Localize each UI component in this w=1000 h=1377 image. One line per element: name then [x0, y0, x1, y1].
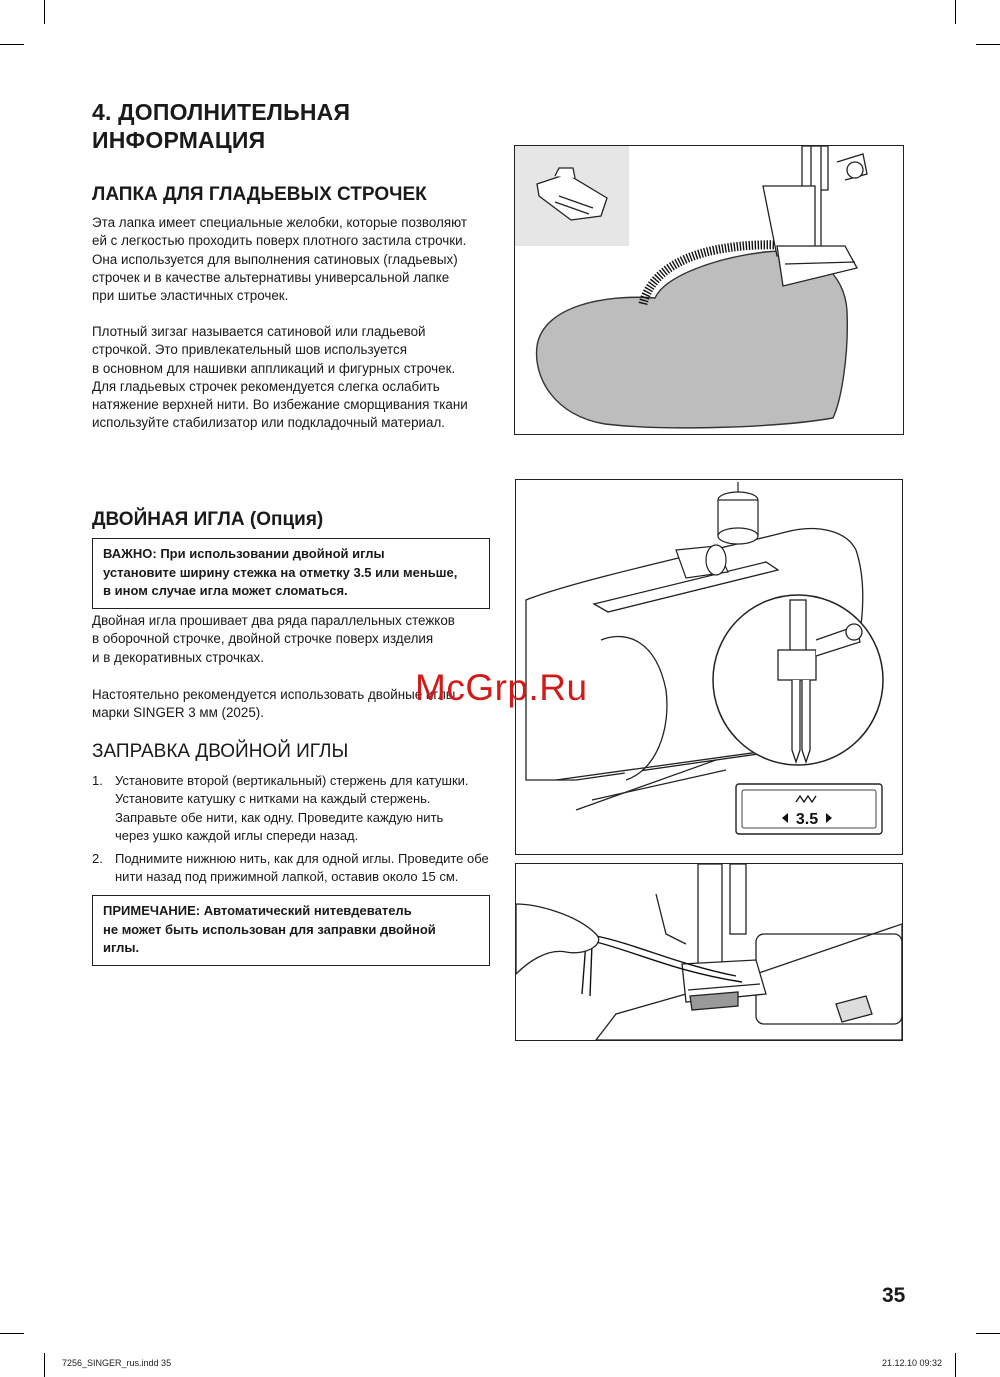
crop-mark: [976, 1333, 1000, 1334]
text-line: ПРИМЕЧАНИЕ: Автоматический нитевдеватель: [103, 903, 412, 918]
list-item: [92, 772, 492, 845]
text-line: натяжение верхней нити. Во избежание сморщивания ткани: [92, 397, 468, 413]
text-line: марки SINGER 3 мм (2025).: [92, 705, 264, 721]
text-line: Для гладьевых строчек рекомендуется слегка ослабить: [92, 378, 440, 394]
satin-foot-heading: ЛАПКА ДЛЯ ГЛАДЬЕВЫХ СТРОЧЕК: [92, 184, 427, 205]
threading-heading: ЗАПРАВКА ДВОЙНОЙ ИГЛЫ: [92, 741, 349, 762]
text-line: иглы.: [103, 940, 140, 955]
note-box: [92, 895, 490, 966]
text-line: Двойная игла прошивает два ряда параллельных стежков: [92, 613, 455, 628]
watermark: McGrp.Ru: [415, 667, 588, 708]
section-title: [92, 98, 350, 154]
text-line: и в декоративных строчках.: [92, 649, 264, 665]
threading-drawing: [516, 864, 902, 1040]
step-number: 2.: [92, 851, 103, 867]
satin-foot-illustration: [514, 145, 904, 435]
text-line: через ушко каждой иглы спереди назад.: [115, 827, 359, 843]
text-line: Заправьте обе нити, как одну. Проведите каждую нить: [115, 809, 444, 825]
text-line: Поднимите нижнюю нить, как для одной иглы. Проведите обе: [115, 851, 489, 867]
text-line: нити назад под прижимной лапкой, оставив около 15 см.: [115, 869, 459, 885]
stitch-width-value: 3.5: [795, 811, 819, 828]
crop-mark: [955, 0, 956, 24]
section-title-line: 4. ДОПОЛНИТЕЛЬНАЯ: [92, 99, 351, 125]
text-line: ей с легкостью проходить поверх плотного застила строчки.: [92, 233, 467, 249]
satin-foot-paragraph-2: [92, 323, 468, 433]
stitch-width-display: [736, 784, 882, 834]
text-line: при шитье эластичных строчек.: [92, 288, 289, 304]
text-line: Установите второй (вертикальный) стержень для катушки.: [115, 773, 469, 788]
crop-mark: [44, 1353, 45, 1377]
presser-foot: [656, 864, 766, 1010]
satin-foot-drawing: [515, 146, 903, 434]
crop-mark: [0, 1333, 24, 1334]
text-line: Установите катушку с нитками на каждый стержень.: [115, 791, 431, 807]
step-text: [115, 772, 469, 845]
page-number: 35: [882, 1284, 906, 1307]
footer-timestamp: 21.12.10 09:32: [882, 1358, 943, 1368]
text-line: используйте стабилизатор или подкладочный материал.: [92, 415, 445, 431]
twin-needle-paragraph-2: [92, 686, 455, 723]
text-line: ВАЖНО: При использовании двойной иглы: [103, 546, 385, 561]
text-line: установите ширину стежка на отметку 3.5 или меньше,: [103, 564, 458, 580]
text-line: в основном для нашивки аппликаций и фигурных строчек.: [92, 360, 456, 376]
crop-mark: [955, 1353, 956, 1377]
text-line: в оборочной строчке, двойной строчке поверх изделия: [92, 631, 434, 647]
footer-file-info: 7256_SINGER_rus.indd 35: [62, 1358, 172, 1368]
text-line: Плотный зигзаг называется сатиновой или гладьевой: [92, 324, 426, 339]
text-line: строчкой. Это привлекательный шов используется: [92, 342, 407, 358]
threading-illustration: [515, 863, 903, 1041]
text-line: Она используется для выполнения сатиновых (гладьевых): [92, 251, 458, 267]
crop-mark: [976, 44, 1000, 45]
step-number: 1.: [92, 773, 103, 788]
section-title-line: ИНФОРМАЦИЯ: [92, 127, 266, 153]
text-line: Эта лапка имеет специальные желобки, которые позволяют: [92, 215, 467, 230]
important-notice: [92, 538, 490, 609]
satin-foot-paragraph-1: [92, 214, 467, 305]
list-item: [92, 850, 492, 887]
threading-steps: [92, 772, 492, 892]
text-line: в ином случае игла может сломаться.: [103, 583, 348, 598]
crop-mark: [44, 0, 45, 24]
step-text: [115, 850, 489, 887]
text-line: Настоятельно рекомендуется использовать двойные иглы: [92, 687, 456, 702]
text-line: строчек и в качестве альтернативы универсальной лапке: [92, 269, 450, 285]
twin-needle-heading: ДВОЙНАЯ ИГЛА (Опция): [92, 509, 324, 530]
crop-mark: [0, 44, 24, 45]
twin-needle-paragraph-1: [92, 612, 455, 667]
text-line: не может быть использован для заправки двойной: [103, 921, 436, 937]
hand-illustration: [516, 904, 599, 974]
